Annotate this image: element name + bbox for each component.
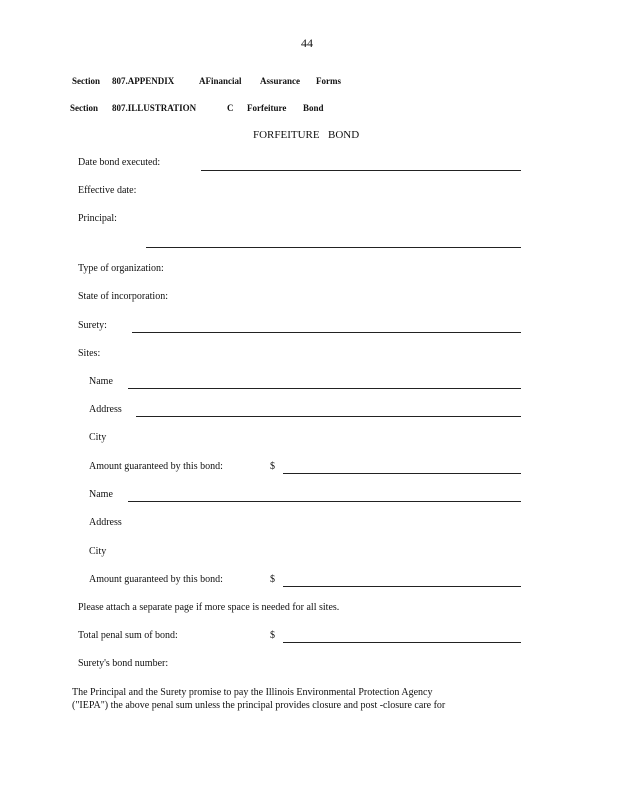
header-section-label: Section	[72, 76, 100, 86]
header-illustration: 807.ILLUSTRATION	[112, 103, 197, 113]
paragraph-line-2: ("IEPA") the above penal sum unless the principal provides closure and post -closure care for	[72, 700, 446, 711]
site1-name-label: Name	[89, 376, 113, 387]
site2-name-line	[128, 501, 521, 502]
date-bond-executed-line	[201, 170, 521, 171]
paragraph-line-1: The Principal and the Surety promise to pay the Illinois Environmental Protection Agency	[72, 687, 433, 698]
site1-address-line	[136, 416, 521, 417]
surety-line	[132, 332, 521, 333]
principal-line	[146, 247, 521, 248]
site2-amount-line	[283, 586, 521, 587]
header-forms: Forms	[316, 76, 341, 86]
site2-address-label: Address	[89, 517, 122, 528]
total-penal-sum-line	[283, 642, 521, 643]
site2-city-label: City	[89, 546, 107, 557]
header-appendix: 807.APPENDIX	[112, 76, 175, 86]
header-afinancial: AFinancial	[199, 76, 242, 86]
sureties-bond-number-label: Surety's bond number:	[78, 658, 169, 669]
attach-separate-page-note: Please attach a separate page if more space is needed for all sites.	[78, 602, 340, 613]
header-section-label: Section	[70, 103, 98, 113]
header-assurance: Assurance	[260, 76, 300, 86]
site1-amount-line	[283, 473, 521, 474]
state-of-incorporation-label: State of incorporation:	[78, 291, 168, 302]
sites-label: Sites:	[78, 348, 101, 359]
effective-date-label: Effective date:	[78, 185, 137, 196]
site2-name-label: Name	[89, 489, 113, 500]
title-bond: BOND	[328, 129, 360, 141]
type-of-organization-label: Type of organization:	[78, 263, 164, 274]
site1-address-label: Address	[89, 404, 122, 415]
site2-dollar-sign: $	[270, 574, 275, 585]
site1-name-line	[128, 388, 521, 389]
surety-label: Surety:	[78, 320, 107, 331]
header-bond: Bond	[303, 103, 324, 113]
header-forfeiture: Forfeiture	[247, 103, 287, 113]
header-c: C	[227, 103, 234, 113]
site1-city-label: City	[89, 432, 107, 443]
page-number: 44	[301, 36, 313, 50]
principal-label: Principal:	[78, 213, 117, 224]
title-forfeiture: FORFEITURE	[253, 129, 320, 141]
total-dollar-sign: $	[270, 630, 275, 641]
site1-amount-label: Amount guaranteed by this bond:	[89, 461, 223, 472]
date-bond-executed-label: Date bond executed:	[78, 157, 161, 168]
total-penal-sum-label: Total penal sum of bond:	[78, 630, 178, 641]
site2-amount-label: Amount guaranteed by this bond:	[89, 574, 223, 585]
site1-dollar-sign: $	[270, 461, 275, 472]
